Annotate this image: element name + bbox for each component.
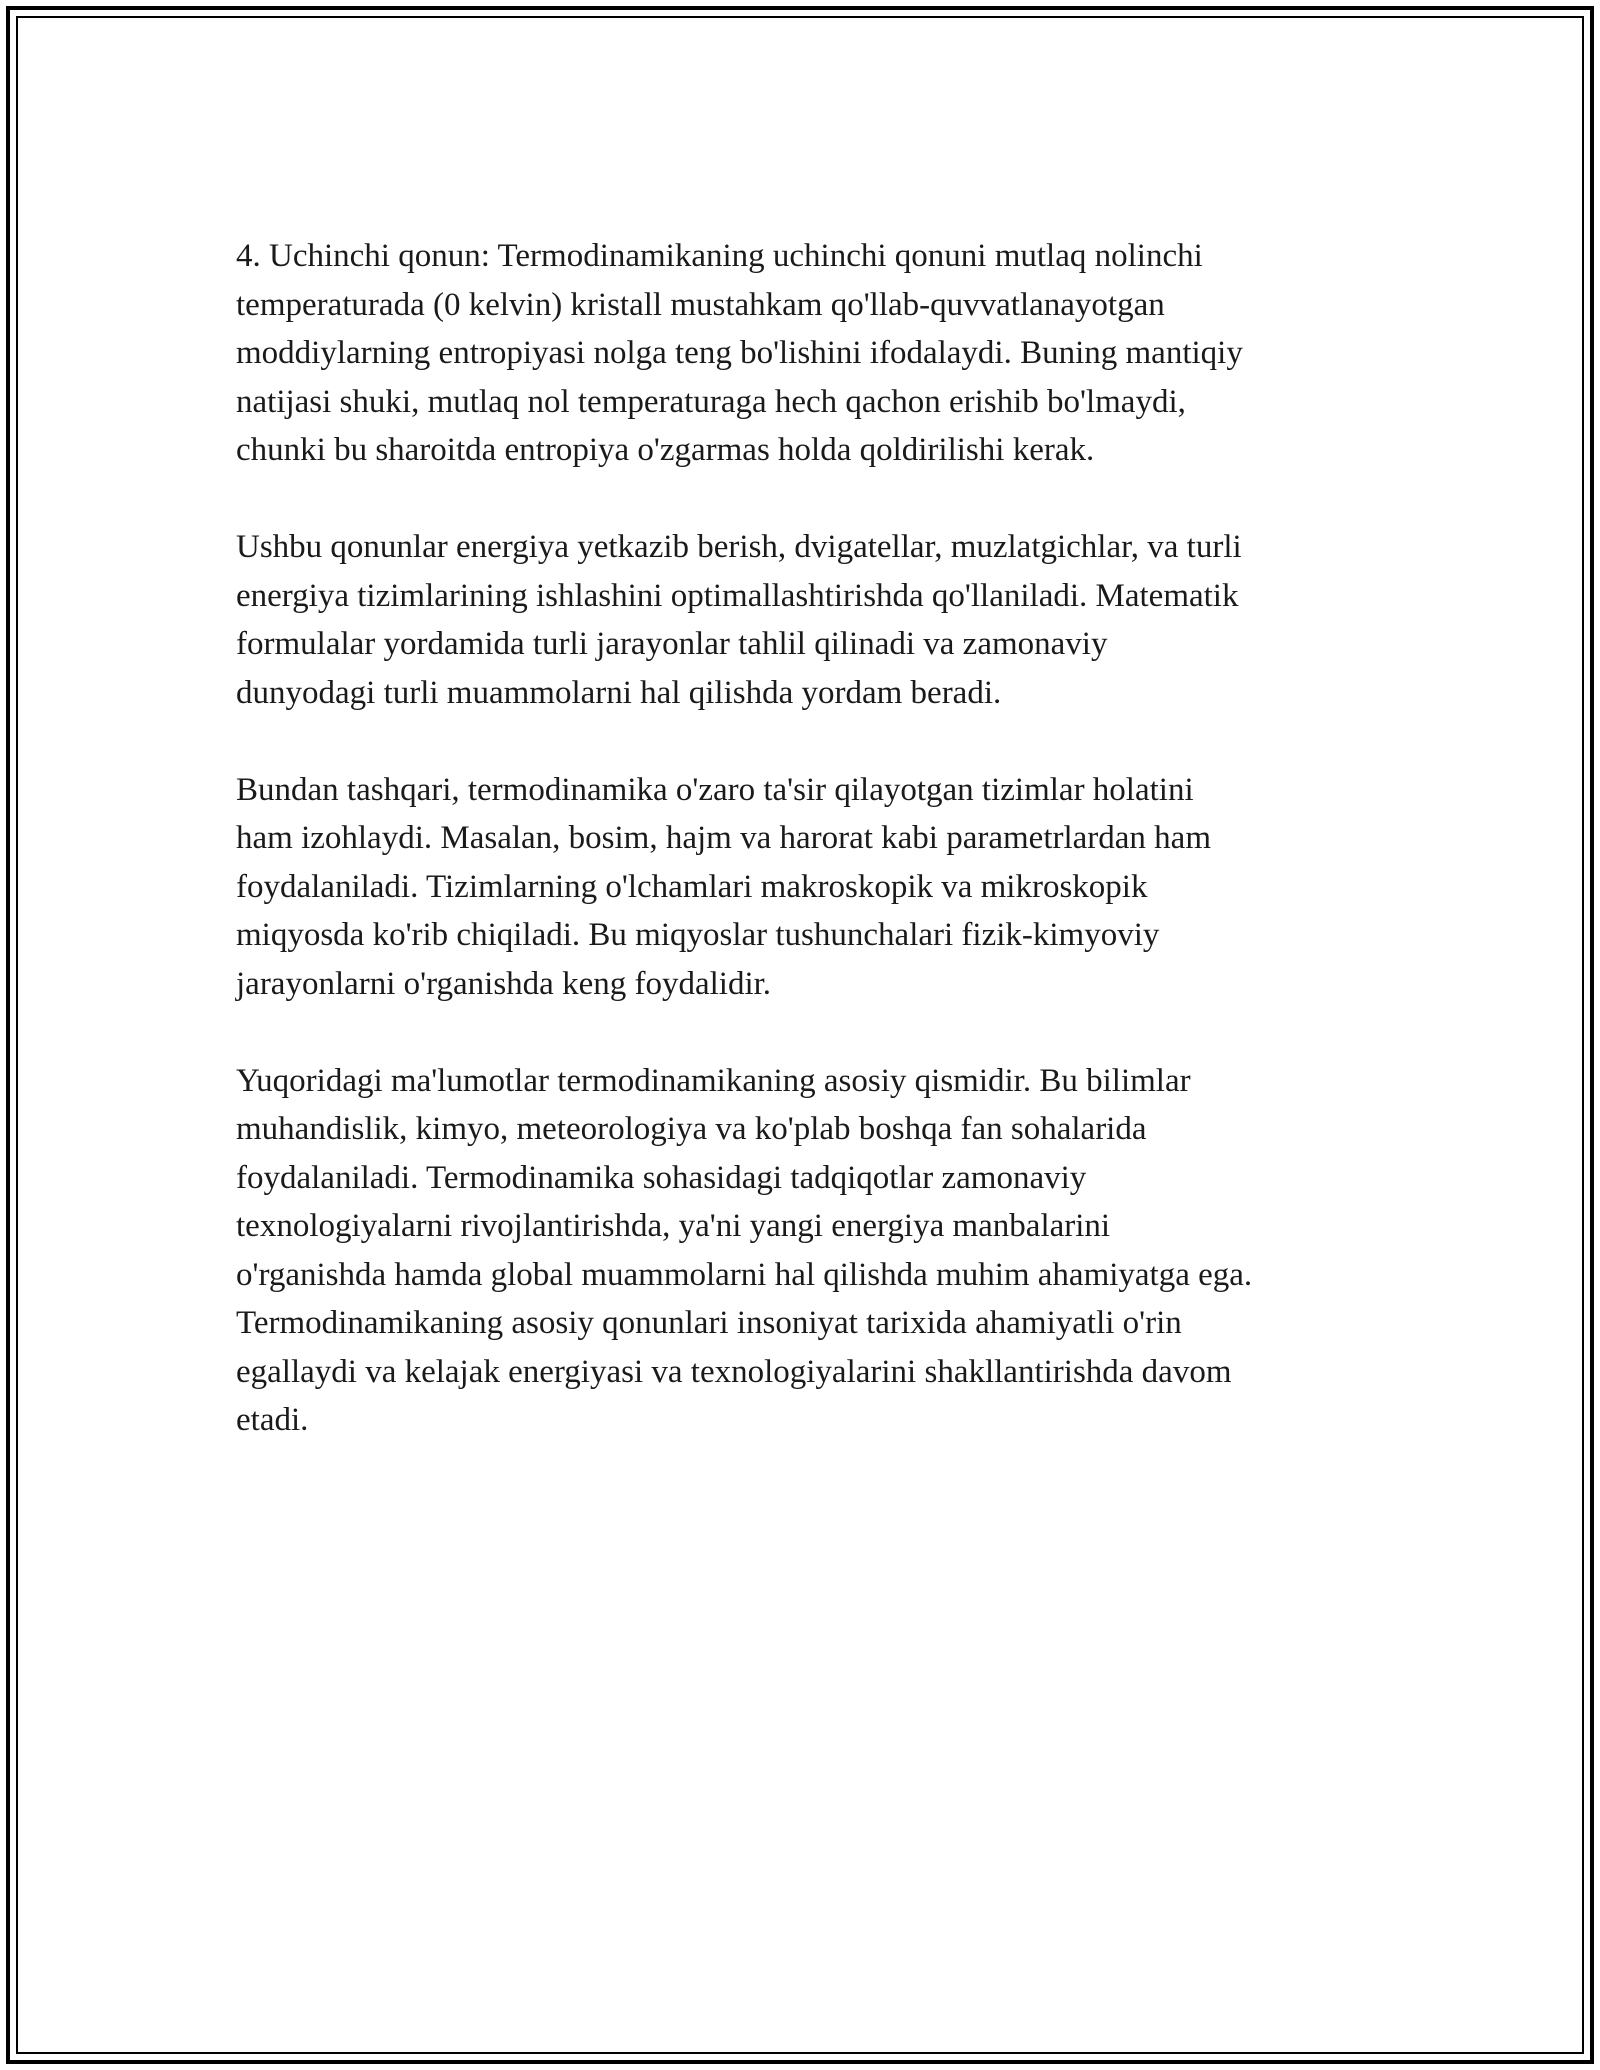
paragraph-system-states: Bundan tashqari, termodinamika o'zaro ta'sir qilayotgan tizimlar holatini ham izohlaydi. Masalan, bosim, hajm va harorat kabi parametrlardan ham foydalaniladi. Tizimlarning o'lchamlari makroskopik va mikroskopik miqyosda ko'rib chiqiladi. Bu miqyoslar tushunchalari fizik-kimyoviy jarayonlarni o'rganishda keng foydalidir. — [236, 771, 1211, 1002]
document-body — [236, 232, 1396, 1493]
paragraph-applications: Ushbu qonunlar energiya yetkazib berish, dvigatellar, muzlatgichlar, va turli energiya tizimlarining ishlashini optimallashtirishda qo'llaniladi. Matematik formulalar yordamida turli jarayonlar tahlil qilinadi va zamonaviy dunyodagi turli muammolarni hal qilishda yordam beradi. — [236, 529, 1242, 711]
paragraph-third-law: 4. Uchinchi qonun: Termodinamikaning uchinchi qonuni mutlaq nolinchi temperaturada (0 kelvin) kristall mustahkam qo'llab-quvvatlanayotgan moddiylarning entropiyasi nolga teng bo'lishini ifodalaydi. Buning mantiqiy natijasi shuki, mutlaq nol temperaturaga hech qachon erishib bo'lmaydi, chunki bu sharoitda entropiya o'zgarmas holda qoldirilishi kerak. — [236, 238, 1243, 468]
paragraph-conclusion: Yuqoridagi ma'lumotlar termodinamikaning asosiy qismidir. Bu bilimlar muhandislik, kimyo, meteorologiya va ko'plab boshqa fan sohalarida foydalaniladi. Termodinamika sohasidagi tadqiqotlar zamonaviy texnologiyalarni rivojlantirishda, ya'ni yangi energiya manbalarini o'rganishda hamda global muammolarni hal qilishda muhim ahamiyatga ega. Termodinamikaning asosiy qonunlari insoniyat tarixida ahamiyatli o'rin egallaydi va kelajak energiyasi va texnologiyalarini shakllantirishda davom etadi. — [236, 1062, 1253, 1438]
